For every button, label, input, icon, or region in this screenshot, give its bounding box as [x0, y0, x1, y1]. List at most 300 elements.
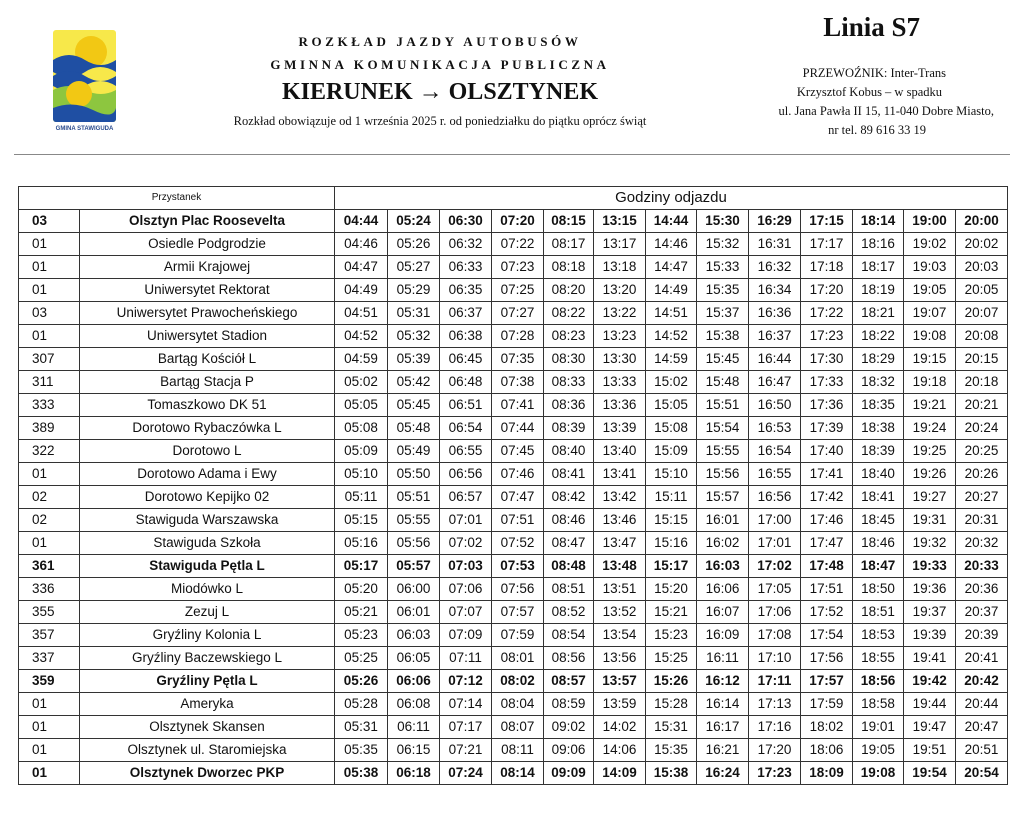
table-row [19, 348, 1008, 371]
stop-name: Tomaszkowo DK 51 [80, 394, 335, 417]
stop-code: 01 [19, 762, 80, 785]
departure-time: 16:17 [697, 716, 749, 739]
stop-name: Uniwersytet Stadion [80, 325, 335, 348]
stop-name: Dorotowo Rybaczówka L [80, 417, 335, 440]
stop-code: 01 [19, 532, 80, 555]
departure-time: 08:11 [492, 739, 544, 762]
departure-time: 08:54 [544, 624, 594, 647]
departure-time: 15:57 [697, 486, 749, 509]
departure-time: 20:44 [956, 693, 1008, 716]
departure-time: 04:47 [335, 256, 388, 279]
departure-time: 13:57 [594, 670, 646, 693]
departure-time: 17:08 [749, 624, 801, 647]
departure-time: 07:46 [492, 463, 544, 486]
departure-time: 20:00 [956, 210, 1008, 233]
departure-time: 18:39 [853, 440, 904, 463]
departure-time: 19:05 [853, 739, 904, 762]
departure-time: 17:33 [801, 371, 853, 394]
departure-time: 08:33 [544, 371, 594, 394]
direction-title: KIERUNEK → OLSZTYNEK [281, 79, 599, 105]
departure-time: 05:26 [388, 233, 440, 256]
stop-name: Uniwersytet Prawocheńskiego [80, 302, 335, 325]
stop-name: Dorotowo Kepijko 02 [80, 486, 335, 509]
table-row [19, 486, 1008, 509]
stop-name: Gryźliny Baczewskiego L [80, 647, 335, 670]
departure-time: 16:12 [697, 670, 749, 693]
departure-time: 17:15 [801, 210, 853, 233]
departure-time: 18:21 [853, 302, 904, 325]
departure-time: 15:20 [646, 578, 697, 601]
departure-time: 07:24 [440, 762, 492, 785]
departure-time: 15:23 [646, 624, 697, 647]
departure-time: 05:10 [335, 463, 388, 486]
departure-time: 06:08 [388, 693, 440, 716]
departure-time: 06:35 [440, 279, 492, 302]
departure-time: 18:51 [853, 601, 904, 624]
departure-time: 06:32 [440, 233, 492, 256]
logo-label: GMINA STAWIGUDA [55, 126, 114, 132]
departure-time: 07:57 [492, 601, 544, 624]
departure-time: 06:11 [388, 716, 440, 739]
departure-time: 04:51 [335, 302, 388, 325]
departure-time: 07:41 [492, 394, 544, 417]
table-row [19, 762, 1008, 785]
departure-time: 17:46 [801, 509, 853, 532]
table-body [19, 210, 1008, 785]
departure-time: 05:35 [335, 739, 388, 762]
departure-time: 17:02 [749, 555, 801, 578]
departure-time: 06:56 [440, 463, 492, 486]
departure-time: 07:27 [492, 302, 544, 325]
departure-time: 18:09 [801, 762, 853, 785]
departure-time: 05:28 [335, 693, 388, 716]
stop-name: Zezuj L [80, 601, 335, 624]
table-header-row [19, 187, 1008, 210]
departure-time: 16:55 [749, 463, 801, 486]
departure-time: 19:02 [904, 233, 956, 256]
departure-time: 05:20 [335, 578, 388, 601]
departure-time: 13:17 [594, 233, 646, 256]
header-divider [14, 154, 1010, 155]
departure-time: 19:21 [904, 394, 956, 417]
departure-time: 15:45 [697, 348, 749, 371]
departure-time: 13:52 [594, 601, 646, 624]
departure-time: 17:11 [749, 670, 801, 693]
departure-time: 08:04 [492, 693, 544, 716]
departure-time: 15:48 [697, 371, 749, 394]
departure-time: 08:15 [544, 210, 594, 233]
departure-time: 15:38 [697, 325, 749, 348]
departure-time: 05:08 [335, 417, 388, 440]
departure-time: 19:08 [904, 325, 956, 348]
stop-name: Olsztyn Plac Roosevelta [80, 210, 335, 233]
stop-code: 02 [19, 509, 80, 532]
carrier-owner: Krzysztof Kobus – w spadku [796, 85, 942, 99]
departure-time: 18:47 [853, 555, 904, 578]
departure-time: 15:10 [646, 463, 697, 486]
departure-time: 20:05 [956, 279, 1008, 302]
departure-time: 13:33 [594, 371, 646, 394]
departure-time: 17:13 [749, 693, 801, 716]
table-row [19, 256, 1008, 279]
departure-time: 18:06 [801, 739, 853, 762]
departure-time: 06:03 [388, 624, 440, 647]
stop-code: 01 [19, 463, 80, 486]
departure-time: 16:02 [697, 532, 749, 555]
stop-code: 361 [19, 555, 80, 578]
departure-time: 07:12 [440, 670, 492, 693]
departure-time: 06:57 [440, 486, 492, 509]
stop-name: Stawiguda Warszawska [80, 509, 335, 532]
departure-time: 07:06 [440, 578, 492, 601]
departure-time: 17:00 [749, 509, 801, 532]
departure-time: 17:42 [801, 486, 853, 509]
departure-time: 15:15 [646, 509, 697, 532]
departure-time: 19:25 [904, 440, 956, 463]
departure-time: 17:51 [801, 578, 853, 601]
departure-time: 07:53 [492, 555, 544, 578]
departure-time: 18:19 [853, 279, 904, 302]
stop-name: Uniwersytet Rektorat [80, 279, 335, 302]
departure-time: 16:07 [697, 601, 749, 624]
departure-time: 15:35 [697, 279, 749, 302]
departure-time: 18:22 [853, 325, 904, 348]
departure-time: 19:26 [904, 463, 956, 486]
departure-time: 04:52 [335, 325, 388, 348]
departure-time: 05:56 [388, 532, 440, 555]
departure-time: 05:21 [335, 601, 388, 624]
stop-code: 336 [19, 578, 80, 601]
departure-time: 05:05 [335, 394, 388, 417]
departure-time: 13:15 [594, 210, 646, 233]
departure-time: 16:37 [749, 325, 801, 348]
stop-code: 01 [19, 325, 80, 348]
departure-time: 16:21 [697, 739, 749, 762]
departure-time: 05:24 [388, 210, 440, 233]
departure-time: 06:33 [440, 256, 492, 279]
departure-time: 05:15 [335, 509, 388, 532]
departure-time: 09:02 [544, 716, 594, 739]
departure-time: 07:14 [440, 693, 492, 716]
table-row [19, 233, 1008, 256]
departure-time: 18:56 [853, 670, 904, 693]
stop-name: Bartąg Stacja P [80, 371, 335, 394]
departure-time: 07:09 [440, 624, 492, 647]
departure-time: 06:54 [440, 417, 492, 440]
departure-time: 13:23 [594, 325, 646, 348]
departure-time: 19:37 [904, 601, 956, 624]
timetable [18, 186, 1008, 785]
stop-code: 355 [19, 601, 80, 624]
departure-time: 07:11 [440, 647, 492, 670]
departure-time: 19:07 [904, 302, 956, 325]
departure-time: 15:37 [697, 302, 749, 325]
departure-time: 18:55 [853, 647, 904, 670]
departure-time: 20:37 [956, 601, 1008, 624]
departure-time: 06:05 [388, 647, 440, 670]
departure-time: 15:35 [646, 739, 697, 762]
departure-time: 14:51 [646, 302, 697, 325]
table-row [19, 670, 1008, 693]
departure-time: 05:32 [388, 325, 440, 348]
departure-time: 19:33 [904, 555, 956, 578]
table-row [19, 693, 1008, 716]
departure-time: 05:55 [388, 509, 440, 532]
departure-time: 18:14 [853, 210, 904, 233]
departure-time: 13:48 [594, 555, 646, 578]
departure-time: 08:07 [492, 716, 544, 739]
stop-code: 01 [19, 233, 80, 256]
departure-time: 18:46 [853, 532, 904, 555]
departure-time: 16:54 [749, 440, 801, 463]
departure-time: 06:38 [440, 325, 492, 348]
departure-time: 15:02 [646, 371, 697, 394]
departure-time: 17:20 [801, 279, 853, 302]
departure-time: 14:52 [646, 325, 697, 348]
departure-time: 05:26 [335, 670, 388, 693]
departure-time: 04:49 [335, 279, 388, 302]
departure-time: 14:49 [646, 279, 697, 302]
departure-time: 15:11 [646, 486, 697, 509]
departure-time: 07:17 [440, 716, 492, 739]
departure-time: 16:24 [697, 762, 749, 785]
departure-time: 08:51 [544, 578, 594, 601]
departure-time: 14:09 [594, 762, 646, 785]
departure-time: 05:11 [335, 486, 388, 509]
departure-time: 08:02 [492, 670, 544, 693]
departure-time: 16:11 [697, 647, 749, 670]
departure-time: 20:36 [956, 578, 1008, 601]
table-row [19, 739, 1008, 762]
departure-time: 19:41 [904, 647, 956, 670]
departure-time: 04:46 [335, 233, 388, 256]
departure-time: 05:57 [388, 555, 440, 578]
departure-time: 20:02 [956, 233, 1008, 256]
stop-name: Dorotowo Adama i Ewy [80, 463, 335, 486]
departure-time: 20:47 [956, 716, 1008, 739]
table-row [19, 325, 1008, 348]
departure-time: 20:33 [956, 555, 1008, 578]
departure-time: 19:03 [904, 256, 956, 279]
departure-time: 05:38 [335, 762, 388, 785]
departure-time: 19:15 [904, 348, 956, 371]
departure-time: 17:18 [801, 256, 853, 279]
departure-time: 06:55 [440, 440, 492, 463]
departure-time: 17:23 [749, 762, 801, 785]
departure-time: 04:44 [335, 210, 388, 233]
departure-time: 14:02 [594, 716, 646, 739]
departure-time: 17:01 [749, 532, 801, 555]
header-departure-times: Godziny odjazdu [335, 187, 1008, 210]
stop-name: Olsztynek Skansen [80, 716, 335, 739]
departure-time: 16:47 [749, 371, 801, 394]
departure-time: 19:08 [853, 762, 904, 785]
departure-time: 07:59 [492, 624, 544, 647]
carrier-address: ul. Jana Pawła II 15, 11-040 Dobre Miasto, [778, 104, 994, 118]
stop-code: 01 [19, 739, 80, 762]
carrier-name: PRZEWOŹNIK: Inter-Trans [802, 66, 946, 80]
departure-time: 17:57 [801, 670, 853, 693]
departure-time: 13:54 [594, 624, 646, 647]
departure-time: 16:50 [749, 394, 801, 417]
departure-time: 17:47 [801, 532, 853, 555]
departure-time: 09:09 [544, 762, 594, 785]
table-row [19, 440, 1008, 463]
departure-time: 08:22 [544, 302, 594, 325]
departure-time: 15:26 [646, 670, 697, 693]
carrier-info [694, 64, 994, 140]
departure-time: 07:44 [492, 417, 544, 440]
departure-time: 06:06 [388, 670, 440, 693]
departure-time: 18:32 [853, 371, 904, 394]
departure-time: 18:35 [853, 394, 904, 417]
departure-time: 18:53 [853, 624, 904, 647]
departure-time: 08:47 [544, 532, 594, 555]
departure-time: 08:14 [492, 762, 544, 785]
departure-time: 20:51 [956, 739, 1008, 762]
departure-time: 17:10 [749, 647, 801, 670]
departure-time: 13:41 [594, 463, 646, 486]
departure-time: 06:51 [440, 394, 492, 417]
departure-time: 15:28 [646, 693, 697, 716]
stop-name: Gryźliny Kolonia L [80, 624, 335, 647]
departure-time: 08:18 [544, 256, 594, 279]
departure-time: 06:48 [440, 371, 492, 394]
departure-time: 18:16 [853, 233, 904, 256]
departure-time: 19:00 [904, 210, 956, 233]
table-row [19, 509, 1008, 532]
departure-time: 06:37 [440, 302, 492, 325]
departure-time: 06:15 [388, 739, 440, 762]
departure-time: 20:25 [956, 440, 1008, 463]
departure-time: 20:18 [956, 371, 1008, 394]
stop-code: 03 [19, 210, 80, 233]
stop-code: 359 [19, 670, 80, 693]
header-stop: Przystanek [19, 187, 335, 210]
departure-time: 19:31 [904, 509, 956, 532]
stop-name: Bartąg Kościół L [80, 348, 335, 371]
stop-code: 322 [19, 440, 80, 463]
stop-code: 389 [19, 417, 80, 440]
departure-time: 14:59 [646, 348, 697, 371]
stop-name: Olsztynek Dworzec PKP [80, 762, 335, 785]
departure-time: 18:58 [853, 693, 904, 716]
departure-time: 13:46 [594, 509, 646, 532]
departure-time: 07:07 [440, 601, 492, 624]
table-row [19, 417, 1008, 440]
stop-code: 333 [19, 394, 80, 417]
departure-time: 18:29 [853, 348, 904, 371]
departure-time: 05:42 [388, 371, 440, 394]
departure-time: 08:17 [544, 233, 594, 256]
departure-time: 05:16 [335, 532, 388, 555]
departure-time: 08:46 [544, 509, 594, 532]
departure-time: 07:25 [492, 279, 544, 302]
departure-time: 17:39 [801, 417, 853, 440]
departure-time: 08:48 [544, 555, 594, 578]
departure-time: 04:59 [335, 348, 388, 371]
departure-time: 17:23 [801, 325, 853, 348]
gmina-logo [53, 30, 116, 138]
departure-time: 07:03 [440, 555, 492, 578]
departure-time: 16:44 [749, 348, 801, 371]
stop-code: 337 [19, 647, 80, 670]
departure-time: 13:36 [594, 394, 646, 417]
departure-time: 16:53 [749, 417, 801, 440]
departure-time: 15:51 [697, 394, 749, 417]
departure-time: 07:56 [492, 578, 544, 601]
departure-time: 20:08 [956, 325, 1008, 348]
departure-time: 17:30 [801, 348, 853, 371]
departure-time: 07:35 [492, 348, 544, 371]
departure-time: 16:32 [749, 256, 801, 279]
departure-time: 17:41 [801, 463, 853, 486]
stop-name: Armii Krajowej [80, 256, 335, 279]
table-row [19, 394, 1008, 417]
departure-time: 07:20 [492, 210, 544, 233]
departure-time: 18:50 [853, 578, 904, 601]
departure-time: 16:34 [749, 279, 801, 302]
stop-code: 357 [19, 624, 80, 647]
carrier-phone: nr tel. 89 616 33 19 [828, 123, 926, 137]
departure-time: 15:08 [646, 417, 697, 440]
departure-time: 20:27 [956, 486, 1008, 509]
departure-time: 18:17 [853, 256, 904, 279]
departure-time: 13:59 [594, 693, 646, 716]
departure-time: 07:21 [440, 739, 492, 762]
departure-time: 13:47 [594, 532, 646, 555]
departure-time: 20:54 [956, 762, 1008, 785]
departure-time: 17:56 [801, 647, 853, 670]
departure-time: 15:30 [697, 210, 749, 233]
departure-time: 19:27 [904, 486, 956, 509]
stop-code: 01 [19, 256, 80, 279]
departure-time: 05:29 [388, 279, 440, 302]
departure-time: 15:17 [646, 555, 697, 578]
departure-time: 20:26 [956, 463, 1008, 486]
departure-time: 13:40 [594, 440, 646, 463]
departure-time: 07:01 [440, 509, 492, 532]
departure-time: 16:56 [749, 486, 801, 509]
stop-name: Gryźliny Pętla L [80, 670, 335, 693]
departure-time: 17:06 [749, 601, 801, 624]
validity-note: Rozkład obowiązuje od 1 września 2025 r. od poniedziałku do piątku oprócz świąt [233, 114, 647, 128]
departure-time: 17:59 [801, 693, 853, 716]
departure-time: 15:55 [697, 440, 749, 463]
departure-time: 13:20 [594, 279, 646, 302]
stop-code: 307 [19, 348, 80, 371]
departure-time: 17:48 [801, 555, 853, 578]
stop-name: Stawiguda Pętla L [80, 555, 335, 578]
departure-time: 15:54 [697, 417, 749, 440]
departure-time: 07:51 [492, 509, 544, 532]
departure-time: 16:09 [697, 624, 749, 647]
departure-time: 19:47 [904, 716, 956, 739]
departure-time: 17:22 [801, 302, 853, 325]
departure-time: 14:46 [646, 233, 697, 256]
departure-time: 14:06 [594, 739, 646, 762]
departure-time: 19:18 [904, 371, 956, 394]
departure-time: 19:01 [853, 716, 904, 739]
stop-name: Stawiguda Szkoła [80, 532, 335, 555]
departure-time: 17:36 [801, 394, 853, 417]
departure-time: 08:40 [544, 440, 594, 463]
stop-code: 01 [19, 693, 80, 716]
table-row [19, 532, 1008, 555]
departure-time: 13:51 [594, 578, 646, 601]
departure-time: 07:45 [492, 440, 544, 463]
departure-time: 20:41 [956, 647, 1008, 670]
